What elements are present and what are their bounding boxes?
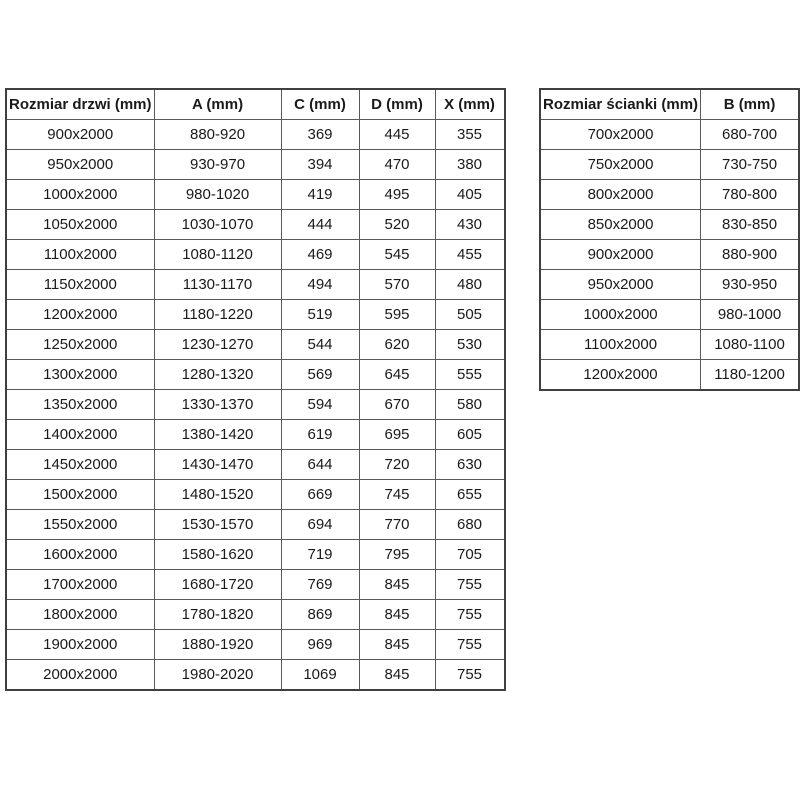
table-row — [6, 270, 505, 300]
table-cell: 845 — [359, 660, 435, 691]
table-cell: 880-920 — [154, 120, 281, 150]
table-cell: 519 — [281, 300, 359, 330]
table-cell: 1430-1470 — [154, 450, 281, 480]
table-row — [6, 630, 505, 660]
table-cell: 669 — [281, 480, 359, 510]
table-cell: 969 — [281, 630, 359, 660]
table-row — [540, 240, 799, 270]
table-cell: 1580-1620 — [154, 540, 281, 570]
table-cell: 630 — [435, 450, 505, 480]
wall-size-table — [539, 88, 800, 391]
table-cell: 470 — [359, 150, 435, 180]
table-cell: 755 — [435, 660, 505, 691]
table-cell: 1200x2000 — [540, 360, 701, 391]
table-cell: 705 — [435, 540, 505, 570]
table-cell: 695 — [359, 420, 435, 450]
header-row — [6, 89, 505, 120]
table-cell: 980-1020 — [154, 180, 281, 210]
table-cell: 755 — [435, 600, 505, 630]
table-cell: 680 — [435, 510, 505, 540]
table-row — [540, 150, 799, 180]
table-cell: 670 — [359, 390, 435, 420]
table-cell: 1700x2000 — [6, 570, 154, 600]
table-cell: 930-950 — [701, 270, 799, 300]
column-header: C (mm) — [281, 89, 359, 120]
table-cell: 569 — [281, 360, 359, 390]
table-cell: 369 — [281, 120, 359, 150]
table-cell: 555 — [435, 360, 505, 390]
table-cell: 930-970 — [154, 150, 281, 180]
table-cell: 444 — [281, 210, 359, 240]
table-cell: 544 — [281, 330, 359, 360]
table-cell: 1800x2000 — [6, 600, 154, 630]
table-row — [540, 330, 799, 360]
table-row — [6, 540, 505, 570]
table-cell: 495 — [359, 180, 435, 210]
table-cell: 380 — [435, 150, 505, 180]
table-cell: 755 — [435, 630, 505, 660]
table-cell: 730-750 — [701, 150, 799, 180]
table-cell: 1780-1820 — [154, 600, 281, 630]
table-cell: 1980-2020 — [154, 660, 281, 691]
table-cell: 1280-1320 — [154, 360, 281, 390]
column-header: D (mm) — [359, 89, 435, 120]
table-cell: 1300x2000 — [6, 360, 154, 390]
table-cell: 505 — [435, 300, 505, 330]
table-cell: 430 — [435, 210, 505, 240]
table-cell: 700x2000 — [540, 120, 701, 150]
table-cell: 530 — [435, 330, 505, 360]
table-cell: 2000x2000 — [6, 660, 154, 691]
table-cell: 1180-1200 — [701, 360, 799, 391]
table-cell: 494 — [281, 270, 359, 300]
table-row — [6, 510, 505, 540]
table-cell: 795 — [359, 540, 435, 570]
column-header: Rozmiar drzwi (mm) — [6, 89, 154, 120]
table-row — [6, 120, 505, 150]
table-cell: 1100x2000 — [540, 330, 701, 360]
table-cell: 800x2000 — [540, 180, 701, 210]
table-row — [6, 420, 505, 450]
table-row — [540, 270, 799, 300]
table-cell: 1880-1920 — [154, 630, 281, 660]
table-cell: 900x2000 — [540, 240, 701, 270]
table-cell: 580 — [435, 390, 505, 420]
table-cell: 850x2000 — [540, 210, 701, 240]
table-cell: 394 — [281, 150, 359, 180]
table-cell: 655 — [435, 480, 505, 510]
table-cell: 900x2000 — [6, 120, 154, 150]
table-row — [540, 120, 799, 150]
table-cell: 880-900 — [701, 240, 799, 270]
table-cell: 1600x2000 — [6, 540, 154, 570]
table-cell: 1030-1070 — [154, 210, 281, 240]
table-cell: 950x2000 — [540, 270, 701, 300]
table-cell: 1350x2000 — [6, 390, 154, 420]
table-cell: 1380-1420 — [154, 420, 281, 450]
table-cell: 445 — [359, 120, 435, 150]
table-cell: 1000x2000 — [6, 180, 154, 210]
table-cell: 1400x2000 — [6, 420, 154, 450]
table-cell: 780-800 — [701, 180, 799, 210]
table-cell: 1480-1520 — [154, 480, 281, 510]
table-row — [6, 330, 505, 360]
table-cell: 1530-1570 — [154, 510, 281, 540]
table-row — [6, 570, 505, 600]
table-row — [6, 150, 505, 180]
table-cell: 830-850 — [701, 210, 799, 240]
column-header: A (mm) — [154, 89, 281, 120]
table-row — [540, 360, 799, 391]
table-cell: 1100x2000 — [6, 240, 154, 270]
table-cell: 845 — [359, 600, 435, 630]
table-cell: 1080-1120 — [154, 240, 281, 270]
table-cell: 845 — [359, 570, 435, 600]
table-cell: 1069 — [281, 660, 359, 691]
table-cell: 1330-1370 — [154, 390, 281, 420]
table-row — [6, 180, 505, 210]
table-cell: 1250x2000 — [6, 330, 154, 360]
table-cell: 1150x2000 — [6, 270, 154, 300]
table-cell: 419 — [281, 180, 359, 210]
table-cell: 680-700 — [701, 120, 799, 150]
table-cell: 594 — [281, 390, 359, 420]
table-cell: 694 — [281, 510, 359, 540]
table-cell: 980-1000 — [701, 300, 799, 330]
table-cell: 605 — [435, 420, 505, 450]
table-row — [6, 480, 505, 510]
table-cell: 1680-1720 — [154, 570, 281, 600]
table-cell: 570 — [359, 270, 435, 300]
table-cell: 645 — [359, 360, 435, 390]
table-cell: 869 — [281, 600, 359, 630]
table-cell: 480 — [435, 270, 505, 300]
table-cell: 520 — [359, 210, 435, 240]
table-row — [6, 390, 505, 420]
table-cell: 1550x2000 — [6, 510, 154, 540]
table-cell: 719 — [281, 540, 359, 570]
table-cell: 469 — [281, 240, 359, 270]
table-cell: 405 — [435, 180, 505, 210]
table-cell: 1180-1220 — [154, 300, 281, 330]
table-row — [6, 660, 505, 691]
table-row — [540, 300, 799, 330]
table-cell: 745 — [359, 480, 435, 510]
table-cell: 595 — [359, 300, 435, 330]
table-cell: 619 — [281, 420, 359, 450]
door-size-table — [5, 88, 506, 691]
table-cell: 455 — [435, 240, 505, 270]
header-row — [540, 89, 799, 120]
table-cell: 950x2000 — [6, 150, 154, 180]
table-cell: 769 — [281, 570, 359, 600]
table-cell: 1080-1100 — [701, 330, 799, 360]
table-row — [6, 210, 505, 240]
table-cell: 1000x2000 — [540, 300, 701, 330]
table-cell: 1230-1270 — [154, 330, 281, 360]
table-row — [6, 360, 505, 390]
table-cell: 1900x2000 — [6, 630, 154, 660]
table-cell: 755 — [435, 570, 505, 600]
table-cell: 720 — [359, 450, 435, 480]
table-cell: 1450x2000 — [6, 450, 154, 480]
table-cell: 1130-1170 — [154, 270, 281, 300]
table-cell: 1500x2000 — [6, 480, 154, 510]
table-row — [6, 300, 505, 330]
table-row — [6, 450, 505, 480]
table-cell: 355 — [435, 120, 505, 150]
table-cell: 545 — [359, 240, 435, 270]
table-row — [6, 240, 505, 270]
table-row — [6, 600, 505, 630]
table-row — [540, 210, 799, 240]
table-cell: 620 — [359, 330, 435, 360]
column-header: B (mm) — [701, 89, 799, 120]
table-cell: 770 — [359, 510, 435, 540]
table-cell: 750x2000 — [540, 150, 701, 180]
column-header: Rozmiar ścianki (mm) — [540, 89, 701, 120]
table-cell: 644 — [281, 450, 359, 480]
table-cell: 845 — [359, 630, 435, 660]
table-cell: 1050x2000 — [6, 210, 154, 240]
column-header: X (mm) — [435, 89, 505, 120]
table-row — [540, 180, 799, 210]
table-cell: 1200x2000 — [6, 300, 154, 330]
